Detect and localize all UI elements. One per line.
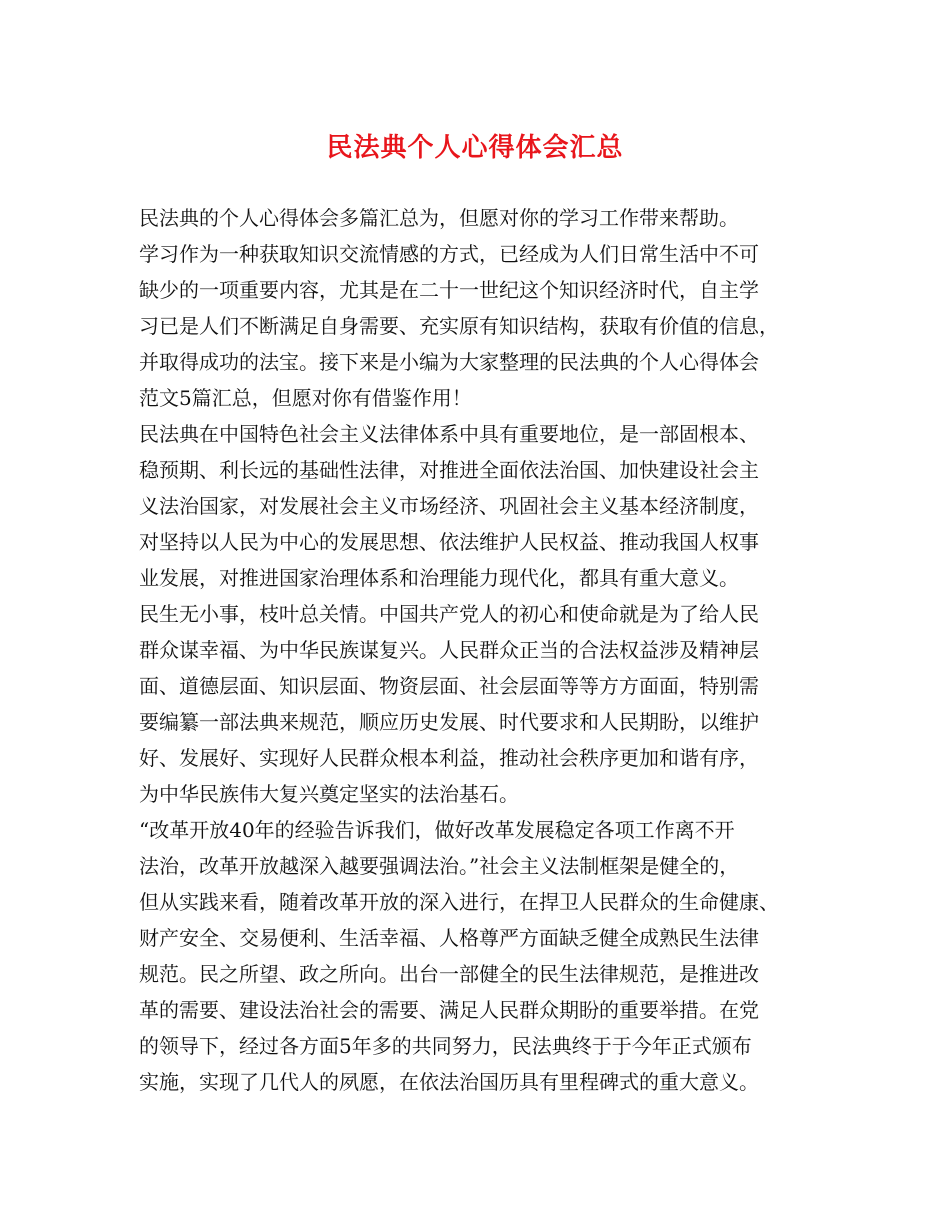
body-text-line: 为中华民族伟大复兴奠定坚实的法治基石。 [139, 782, 519, 806]
body-text-line: 学习作为一种获取知识交流情感的方式，已经成为人们日常生活中不可 [139, 242, 759, 266]
body-text-line: 的领导下，经过各方面5年多的共同努力，民法典终于于今年正式颁布 [139, 1034, 752, 1058]
body-text-line: 稳预期、利长远的基础性法律，对推进全面依法治国、加快建设社会主 [139, 458, 759, 482]
body-text-line: 面、道德层面、知识层面、物资层面、社会层面等等方方面面，特别需 [139, 674, 759, 698]
body-text-line: “改革开放40年的经验告诉我们，做好改革发展稳定各项工作离不开 [139, 818, 735, 842]
body-text-line: 范文5篇汇总，但愿对你有借鉴作用！ [139, 386, 472, 410]
body-text-line: 对坚持以人民为中心的发展思想、依法维护人民权益、推动我国人权事 [139, 530, 759, 554]
body-text-line: 要编纂一部法典来规范，顺应历史发展、时代要求和人民期盼，以维护 [139, 710, 759, 734]
body-text-line: 并取得成功的法宝。接下来是小编为大家整理的民法典的个人心得体会 [139, 350, 759, 374]
body-text-line: 革的需要、建设法治社会的需要、满足人民群众期盼的重要举措。在党 [139, 998, 759, 1022]
body-text-line: 义法治国家，对发展社会主义市场经济、巩固社会主义基本经济制度， [139, 494, 759, 518]
body-text-line: 业发展，对推进国家治理体系和治理能力现代化，都具有重大意义。 [139, 566, 739, 590]
body-text-line: 规范。民之所望、政之所向。出台一部健全的民生法律规范，是推进改 [139, 962, 759, 986]
body-text-line: 法治，改革开放越深入越要强调法治。”社会主义法制框架是健全的， [139, 854, 740, 878]
body-text-line: 民法典在中国特色社会主义法律体系中具有重要地位，是一部固根本、 [139, 422, 759, 446]
body-text-line: 群众谋幸福、为中华民族谋复兴。人民群众正当的合法权益涉及精神层 [139, 638, 759, 662]
body-text-line: 民法典的个人心得体会多篇汇总为，但愿对你的学习工作带来帮助。 [139, 206, 739, 230]
body-text-line: 民生无小事，枝叶总关情。中国共产党人的初心和使命就是为了给人民 [139, 602, 759, 626]
body-text-line: 但从实践来看，随着改革开放的深入进行，在捍卫人民群众的生命健康、 [139, 890, 779, 914]
body-text-line: 缺少的一项重要内容，尤其是在二十一世纪这个知识经济时代，自主学 [139, 278, 759, 302]
body-text-line: 财产安全、交易便利、生活幸福、人格尊严方面缺乏健全成熟民生法律 [139, 926, 759, 950]
body-text-line: 实施，实现了几代人的夙愿，在依法治国历具有里程碑式的重大意义。 [139, 1070, 759, 1094]
document-title: 民法典个人心得体会汇总 [326, 133, 624, 163]
body-text-line: 好、发展好、实现好人民群众根本利益，推动社会秩序更加和谐有序， [139, 746, 759, 770]
body-text-line: 习已是人们不断满足自身需要、充实原有知识结构，获取有价值的信息， [139, 314, 779, 338]
document-body [139, 200, 829, 1100]
